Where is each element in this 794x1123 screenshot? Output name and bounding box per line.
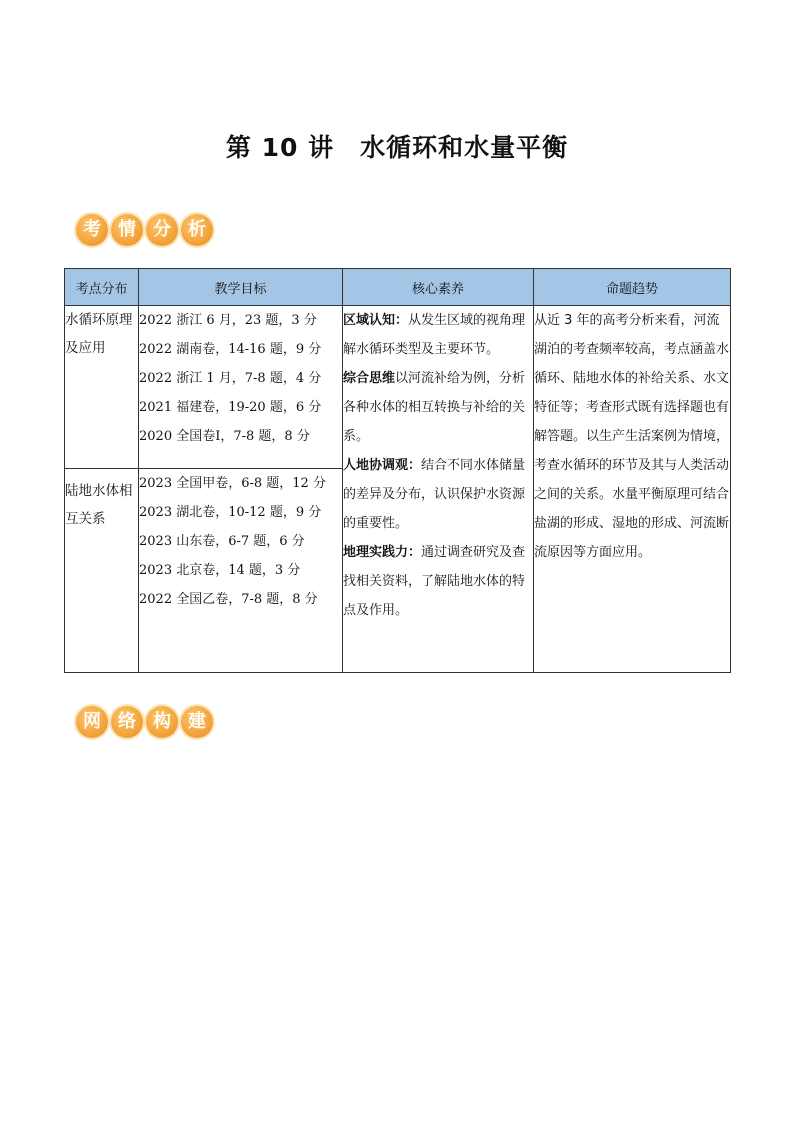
trend-text: 从近 3 年的高考分析来看，河流湖泊的考查频率较高，考点涵盖水循环、陆地水体的补给关系、水文特征等；考查形式既有选择题也有解答题。以生产生活案例为情境，考查水循环的环节及其与人类活动之间的关系。水量平衡原理可结合盐湖的形成、湿地的形成、河流断流原因等方面应用。 bbox=[534, 313, 730, 560]
goals-cell bbox=[139, 469, 343, 673]
page-title: 第 10 讲 水循环和水量平衡 bbox=[225, 133, 569, 162]
section-char: 网 bbox=[76, 706, 108, 738]
goal-item: 2021 福建卷，19-20 题，6 分 bbox=[139, 400, 322, 415]
section-char: 络 bbox=[111, 706, 143, 738]
header-goal: 教学目标 bbox=[139, 269, 343, 306]
goal-item: 2022 浙江 6 月，23 题，3 分 bbox=[139, 313, 317, 328]
goal-item: 2020 全国卷Ⅰ，7-8 题，8 分 bbox=[139, 429, 310, 444]
section-char: 建 bbox=[181, 706, 213, 738]
topic-cell: 水循环原理及应用 bbox=[65, 306, 139, 469]
literacy-text: 以河流补给为例，分析各种水体的相互转换与补给的关系。 bbox=[343, 371, 526, 444]
section-char: 考 bbox=[76, 214, 108, 246]
header-trend: 命题趋势 bbox=[534, 269, 731, 306]
literacy-item bbox=[343, 538, 533, 625]
literacy-label: 地理实践力： bbox=[343, 545, 422, 560]
goal-item: 2022 全国乙卷，7-8 题，8 分 bbox=[139, 592, 318, 607]
literacy-label: 区域认知： bbox=[343, 313, 409, 328]
goal-item: 2022 湖南卷，14-16 题，9 分 bbox=[139, 342, 322, 357]
goal-item: 2023 北京卷，14 题，3 分 bbox=[139, 563, 301, 578]
header-literacy: 核心素养 bbox=[343, 269, 534, 306]
goal-item: 2023 山东卷，6-7 题，6 分 bbox=[139, 534, 305, 549]
table-row bbox=[65, 306, 731, 469]
literacy-text: 从发生区域的视角理解水循环类型及主要环节。 bbox=[343, 313, 526, 357]
literacy-item bbox=[343, 364, 533, 451]
literacy-item bbox=[343, 306, 533, 364]
literacy-item bbox=[343, 451, 533, 538]
section-char: 构 bbox=[146, 706, 178, 738]
section-header-exam-analysis bbox=[76, 214, 213, 246]
goal-item: 2023 湖北卷，10-12 题，9 分 bbox=[139, 505, 322, 520]
section-header-network bbox=[76, 706, 213, 738]
literacy-label: 综合思维 bbox=[343, 371, 396, 386]
literacy-text: 结合不同水体储量的差异及分布，认识保护水资源的重要性。 bbox=[343, 458, 526, 531]
section-char: 析 bbox=[181, 214, 213, 246]
section-char: 分 bbox=[146, 214, 178, 246]
table-header-row bbox=[65, 269, 731, 306]
goal-item: 2023 全国甲卷，6-8 题，12 分 bbox=[139, 476, 326, 491]
section-char: 情 bbox=[111, 214, 143, 246]
goals-cell bbox=[139, 306, 343, 469]
trend-cell bbox=[534, 306, 731, 673]
literacy-label: 人地协调观： bbox=[343, 458, 422, 473]
literacy-text: 通过调查研究及查找相关资料，了解陆地水体的特点及作用。 bbox=[343, 545, 526, 618]
topic-cell: 陆地水体相互关系 bbox=[65, 469, 139, 673]
goal-item: 2022 浙江 1 月，7-8 题，4 分 bbox=[139, 371, 322, 386]
header-topic: 考点分布 bbox=[65, 269, 139, 306]
literacy-cell bbox=[343, 306, 534, 673]
exam-analysis-table bbox=[64, 268, 731, 673]
